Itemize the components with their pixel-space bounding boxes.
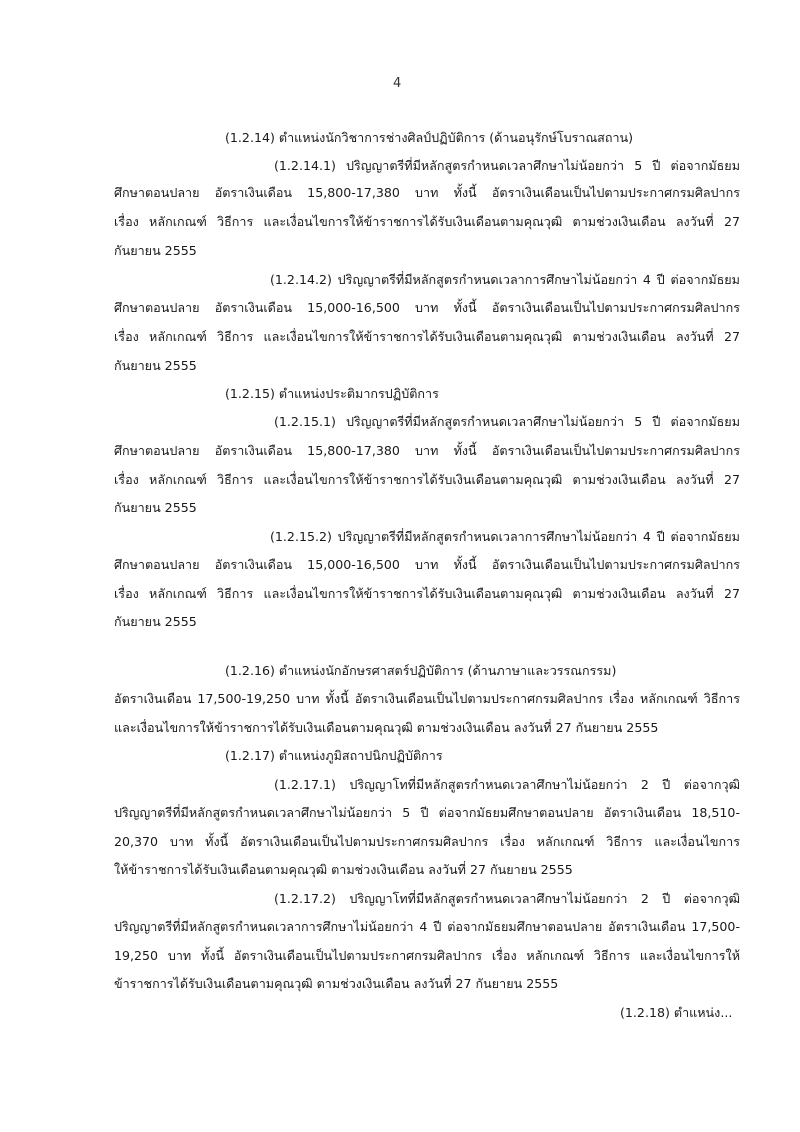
paragraph-1-2-14-1-line-4: กันยายน 2555 — [114, 243, 197, 258]
paragraph-1-2-16-line-2: และเงื่อนไขการให้ข้าราชการได้รับเงินเดือนตามคุณวุฒิ ตามช่วงเงินเดือน ลงวันที่ 27 กันยายน 2555 — [114, 720, 659, 735]
paragraph-1-2-16-line-1: อัตราเงินเดือน 17,500-19,250 บาท ทั้งนี้ อัตราเงินเดือนเป็นไปตามประกาศกรมศิลปากร เรื่อง หลักเกณฑ์ วิธีการ — [114, 691, 740, 706]
paragraph-1-2-15-2-line-4: กันยายน 2555 — [114, 614, 197, 629]
paragraph-1-2-15-2-line-2: ศึกษาตอนปลาย อัตราเงินเดือน 15,000-16,500 บาท ทั้งนี้ อัตราเงินเดือนเป็นไปตามประกาศกรมศิลปากร — [114, 557, 740, 572]
paragraph-1-2-15-1-line-4: กันยายน 2555 — [114, 500, 197, 515]
paragraph-1-2-15-1-line-2: ศึกษาตอนปลาย อัตราเงินเดือน 15,800-17,380 บาท ทั้งนี้ อัตราเงินเดือนเป็นไปตามประกาศกรมศิลปากร — [114, 443, 740, 458]
section-heading-1-2-15: (1.2.15) ตำแหน่งประติมากรปฏิบัติการ — [225, 386, 439, 401]
paragraph-1-2-17-1-line-2: ปริญญาตรีที่มีหลักสูตรกำหนดเวลาศึกษาไม่น้อยกว่า 5 ปี ต่อจากมัธยมศึกษาตอนปลาย อัตราเงินเดือน 18,510- — [114, 805, 740, 820]
paragraph-1-2-17-2-line-1: (1.2.17.2) ปริญญาโทที่มีหลักสูตรกำหนดเวลาศึกษาไม่น้อยกว่า 2 ปี ต่อจากวุฒิ — [274, 891, 740, 906]
paragraph-1-2-17-2-line-3: 19,250 บาท ทั้งนี้ อัตราเงินเดือนเป็นไปตามประกาศกรมศิลปากร เรื่อง หลักเกณฑ์ วิธีการ และเงื่อนไขการให้ — [114, 948, 740, 963]
paragraph-1-2-14-2-line-4: กันยายน 2555 — [114, 358, 197, 373]
paragraph-1-2-14-1-line-3: เรื่อง หลักเกณฑ์ วิธีการ และเงื่อนไขการให้ข้าราชการได้รับเงินเดือนตามคุณวุฒิ ตามช่วงเงินเดือน ลงวันที่ 27 — [114, 214, 740, 229]
paragraph-1-2-14-1-line-2: ศึกษาตอนปลาย อัตราเงินเดือน 15,800-17,380 บาท ทั้งนี้ อัตราเงินเดือนเป็นไปตามประกาศกรมศิลปากร — [114, 185, 740, 200]
paragraph-1-2-17-1-line-3: 20,370 บาท ทั้งนี้ อัตราเงินเดือนเป็นไปตามประกาศกรมศิลปากร เรื่อง หลักเกณฑ์ วิธีการ และเงื่อนไขการ — [114, 834, 740, 849]
paragraph-1-2-15-2-line-3: เรื่อง หลักเกณฑ์ วิธีการ และเงื่อนไขการให้ข้าราชการได้รับเงินเดือนตามคุณวุฒิ ตามช่วงเงินเดือน ลงวันที่ 27 — [114, 586, 740, 601]
paragraph-1-2-17-1-line-1: (1.2.17.1) ปริญญาโทที่มีหลักสูตรกำหนดเวลาศึกษาไม่น้อยกว่า 2 ปี ต่อจากวุฒิ — [274, 777, 740, 792]
paragraph-1-2-14-2-line-3: เรื่อง หลักเกณฑ์ วิธีการ และเงื่อนไขการให้ข้าราชการได้รับเงินเดือนตามคุณวุฒิ ตามช่วงเงินเดือน ลงวันที่ 27 — [114, 329, 740, 344]
paragraph-1-2-15-2-line-1: (1.2.15.2) ปริญญาตรีที่มีหลักสูตรกำหนดเวลาการศึกษาไม่น้อยกว่า 4 ปี ต่อจากมัธยม — [270, 529, 740, 544]
paragraph-1-2-15-1-line-3: เรื่อง หลักเกณฑ์ วิธีการ และเงื่อนไขการให้ข้าราชการได้รับเงินเดือนตามคุณวุฒิ ตามช่วงเงินเดือน ลงวันที่ 27 — [114, 472, 740, 487]
paragraph-1-2-17-2-line-2: ปริญญาตรีที่มีหลักสูตรกำหนดเวลาการศึกษาไม่น้อยกว่า 4 ปี ต่อจากมัธยมศึกษาตอนปลาย อัตราเงินเดือน 17,500- — [114, 919, 740, 934]
paragraph-1-2-14-2-line-2: ศึกษาตอนปลาย อัตราเงินเดือน 15,000-16,500 บาท ทั้งนี้ อัตราเงินเดือนเป็นไปตามประกาศกรมศิลปากร — [114, 300, 740, 315]
paragraph-1-2-14-1-line-1: (1.2.14.1) ปริญญาตรีที่มีหลักสูตรกำหนดเวลาศึกษาไม่น้อยกว่า 5 ปี ต่อจากมัธยม — [274, 158, 740, 173]
section-heading-1-2-14: (1.2.14) ตำแหน่งนักวิชาการช่างศิลป์ปฏิบัติการ (ด้านอนุรักษ์โบราณสถาน) — [225, 130, 634, 145]
next-page-continuation: (1.2.18) ตำแหน่ง... — [620, 1005, 733, 1020]
paragraph-1-2-14-2-line-1: (1.2.14.2) ปริญญาตรีที่มีหลักสูตรกำหนดเวลาการศึกษาไม่น้อยกว่า 4 ปี ต่อจากมัธยม — [270, 272, 740, 287]
paragraph-1-2-17-2-line-4: ข้าราชการได้รับเงินเดือนตามคุณวุฒิ ตามช่วงเงินเดือน ลงวันที่ 27 กันยายน 2555 — [114, 976, 559, 991]
section-heading-1-2-17: (1.2.17) ตำแหน่งภูมิสถาปนิกปฏิบัติการ — [225, 748, 443, 763]
section-heading-1-2-16: (1.2.16) ตำแหน่งนักอักษรศาสตร์ปฏิบัติการ (ด้านภาษาและวรรณกรรม) — [225, 663, 617, 678]
page-number: 4 — [393, 76, 402, 91]
paragraph-1-2-17-1-line-4: ให้ข้าราชการได้รับเงินเดือนตามคุณวุฒิ ตามช่วงเงินเดือน ลงวันที่ 27 กันยายน 2555 — [114, 862, 573, 877]
paragraph-1-2-15-1-line-1: (1.2.15.1) ปริญญาตรีที่มีหลักสูตรกำหนดเวลาศึกษาไม่น้อยกว่า 5 ปี ต่อจากมัธยม — [274, 414, 740, 429]
